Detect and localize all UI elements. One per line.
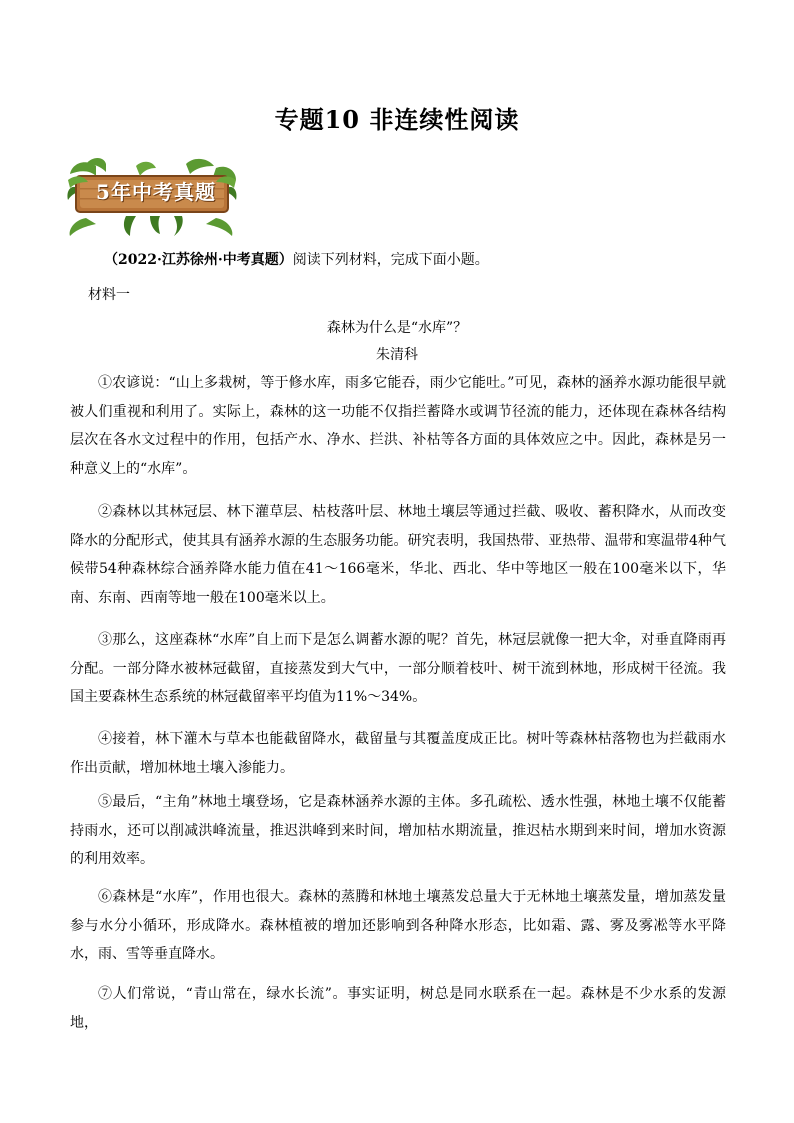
paragraph-1: ①农谚说：“山上多栽树，等于修水库，雨多它能吞，雨少它能吐。”可见，森林的涵养水源功能很早就被人们重视和利用了。实际上，森林的这一功能不仅指拦蓄降水或调节径流的能力，还体现在森林各结构层次在各水文过程中的作用，包括产水、净水、拦洪、补枯等各方面的具体效应之中。因此，森林是另一种意义上的“水库”。 xyxy=(70,375,726,477)
paragraph-6: ⑥森林是“水库”，作用也很大。森林的蒸腾和林地土壤蒸发总量大于无林地土壤蒸发量，增加蒸发量参与水分小循环，形成降水。森林植被的增加还影响到各种降水形态，比如霜、露、雾及雾凇等水平降水，雨、雪等垂直降水。 xyxy=(70,889,726,962)
section-badge xyxy=(66,158,238,236)
question-source: （2022·江苏徐州·中考真题） xyxy=(104,252,293,268)
badge-label: 5年中考真题 xyxy=(96,180,216,204)
material-label: 材料一 xyxy=(88,287,130,303)
page-title: 专题10 非连续性阅读 xyxy=(274,105,520,134)
paragraph-3: ③那么，这座森林“水库”自上而下是怎么调蓄水源的呢？首先，林冠层就像一把大伞，对垂直降雨再分配。一部分降水被林冠截留，直接蒸发到大气中，一部分顺着枝叶、树干流到林地，形成树干径流。我国主要森林生态系统的林冠截留率平均值为11%～34%。 xyxy=(70,632,726,705)
paragraph-5: ⑤最后，“主角”林地土壤登场，它是森林涵养水源的主体。多孔疏松、透水性强，林地土壤不仅能蓄持雨水，还可以削减洪峰流量，推迟洪峰到来时间，增加枯水期流量，推迟枯水期到来时间，增加水资源的利用效率。 xyxy=(70,794,726,867)
paragraph-4: ④接着，林下灌木与草本也能截留降水，截留量与其覆盖度成正比。树叶等森林枯落物也为拦截雨水作出贡献，增加林地土壤入渗能力。 xyxy=(70,731,726,776)
paragraph-7: ⑦人们常说，“青山常在，绿水长流”。事实证明，树总是同水联系在一起。森林是不少水系的发源地， xyxy=(70,986,726,1031)
article-author: 朱清科 xyxy=(376,347,418,363)
question-header xyxy=(104,249,489,269)
question-instruction: 阅读下列材料，完成下面小题。 xyxy=(292,252,489,268)
article-title: 森林为什么是“水库”？ xyxy=(326,320,468,336)
paragraph-2: ②森林以其林冠层、林下灌草层、枯枝落叶层、林地土壤层等通过拦截、吸收、蓄积降水，从而改变降水的分配形式，使其具有涵养水源的生态服务功能。研究表明，我国热带、亚热带、温带和寒温带4种气候带54种森林综合涵养降水能力值在41～166毫米，华北、西北、华中等地区一般在100毫米以下，华南、东南、西南等地一般在100毫米以上。 xyxy=(70,504,726,606)
